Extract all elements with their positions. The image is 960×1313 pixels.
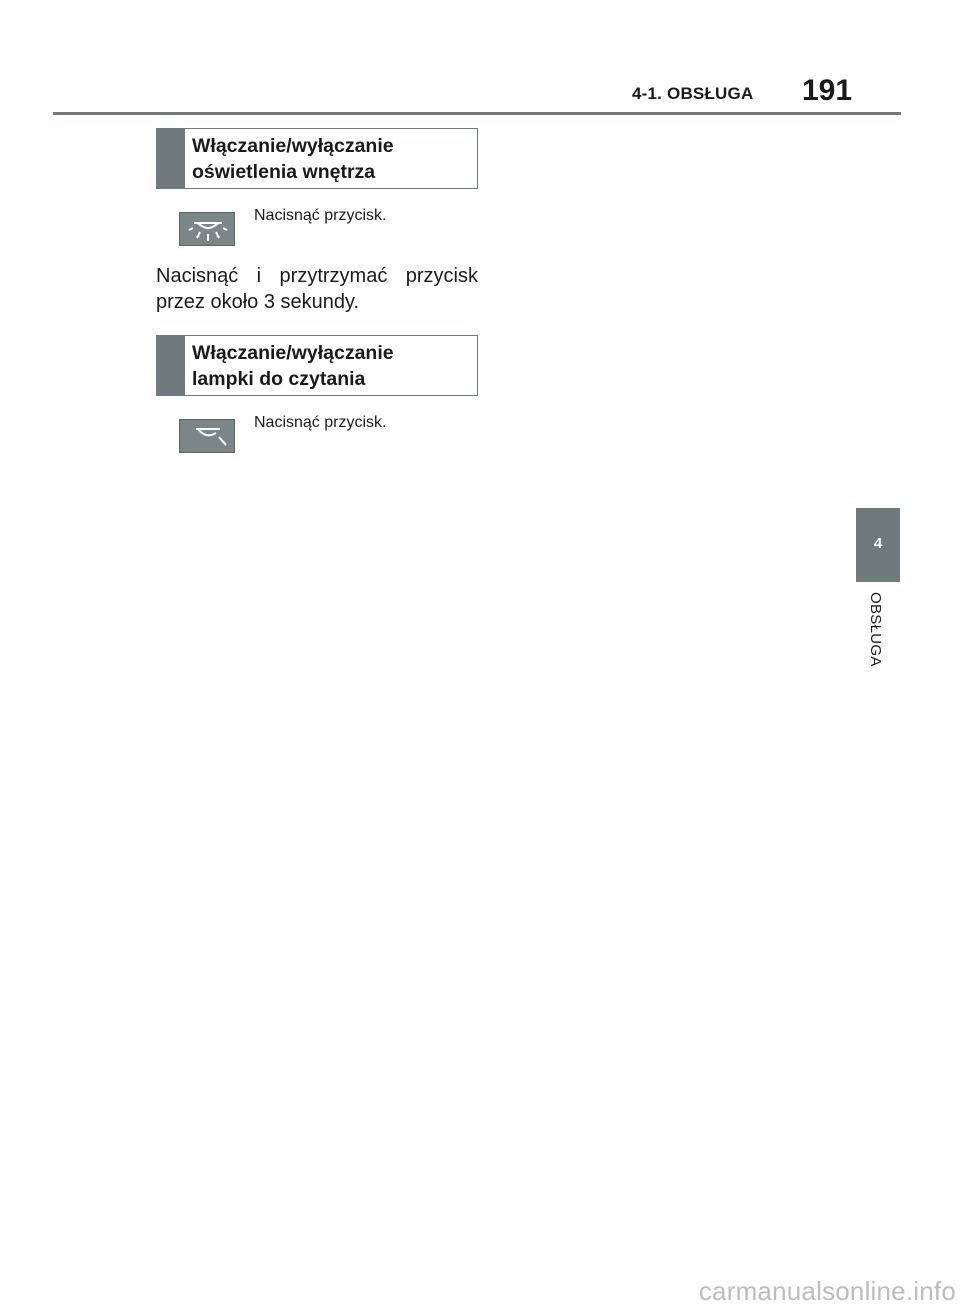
step-instruction: Nacisnąć przycisk.: [254, 414, 387, 431]
section-title-line1: Włączanie/wyłączanie: [192, 135, 394, 157]
chapter-tab: [856, 508, 900, 582]
section-heading-title: [192, 133, 394, 185]
chapter-tab-label: OBSŁUGA: [867, 592, 884, 667]
reading-lamp-button[interactable]: [179, 419, 235, 453]
section-title-line2: lampki do czytania: [192, 368, 366, 390]
interior-light-icon: [180, 213, 236, 247]
section-heading-interior-light: [156, 128, 478, 189]
section-heading-title: [192, 340, 394, 392]
chapter-heading: 4-1. OBSŁUGA: [632, 84, 754, 103]
section-heading-bar: [157, 336, 185, 395]
chapter-tab-number: 4: [873, 535, 883, 552]
reading-lamp-icon: [180, 420, 236, 454]
header-divider: [53, 112, 901, 115]
section-title-line1: Włączanie/wyłączanie: [192, 342, 394, 364]
watermark: carmanualsonline.info: [698, 1276, 956, 1306]
section-title-line2: oświetlenia wnętrza: [192, 161, 376, 183]
step-instruction: Nacisnąć przycisk.: [254, 207, 387, 224]
section-heading-bar: [157, 129, 185, 188]
page-number: 191: [802, 74, 853, 107]
section-heading-reading-lamp: [156, 335, 478, 396]
interior-light-button[interactable]: [179, 212, 235, 246]
body-paragraph: Nacisnąć i przytrzymać przycisk przez około 3 sekundy.: [156, 265, 478, 313]
